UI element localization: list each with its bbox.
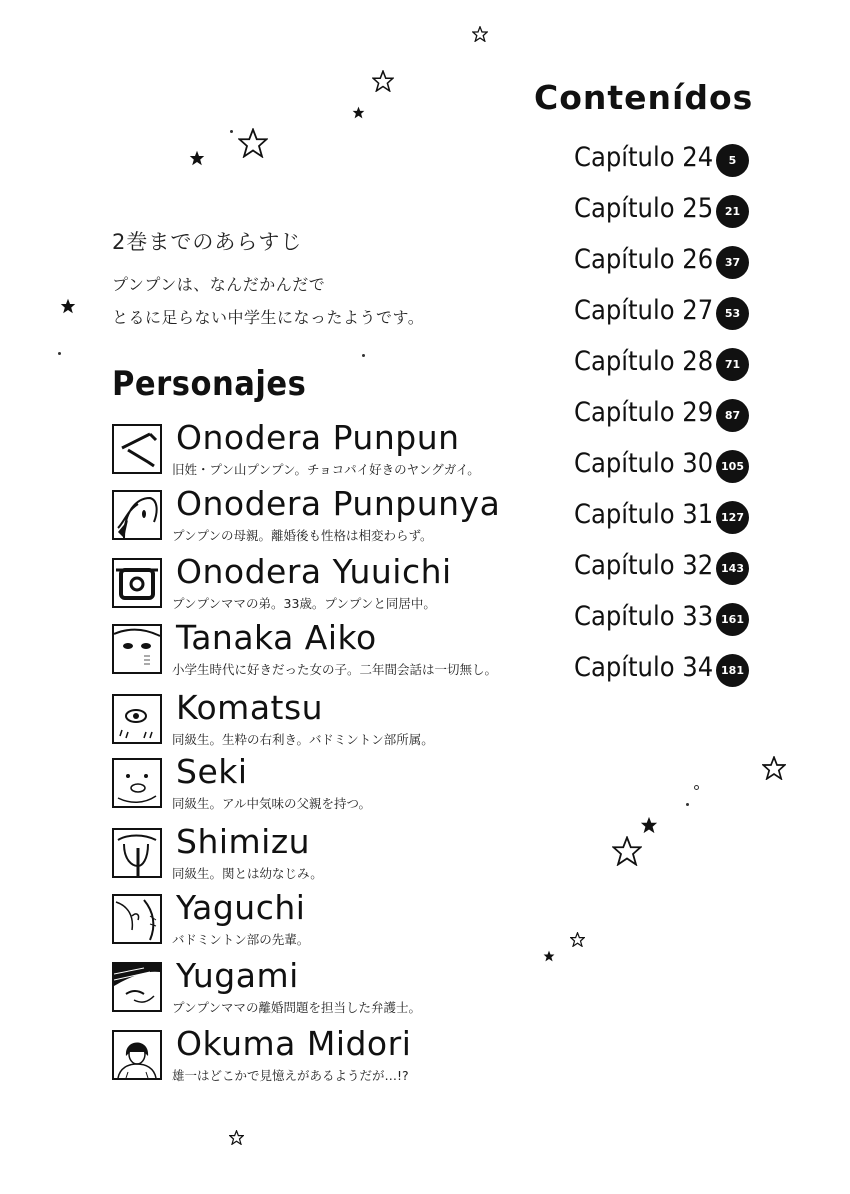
chapter-label: Capítulo 26 — [574, 244, 714, 275]
chapter-label: Capítulo 24 — [574, 142, 714, 173]
character-entry — [112, 956, 582, 1022]
character-name: Onodera Yuuichi — [176, 552, 452, 591]
chapter-label: Capítulo 28 — [574, 346, 714, 377]
character-portrait — [112, 624, 162, 674]
character-name: Yugami — [176, 956, 299, 995]
decorative-dot — [230, 130, 233, 133]
page-number-badge: 181 — [716, 654, 749, 687]
summary-line: プンプンは、なんだかんだで — [112, 275, 326, 294]
character-name: Komatsu — [176, 688, 324, 727]
outline-star-icon — [238, 128, 268, 158]
chapter-label: Capítulo 32 — [574, 550, 714, 581]
character-description: プンプンの母親。離婚後も性格は相変わらず。 — [172, 528, 433, 543]
chapter-label: Capítulo 29 — [574, 397, 714, 428]
contents-heading: Contenídos — [534, 78, 754, 117]
chapter-label: Capítulo 33 — [574, 601, 714, 632]
page-number-badge: 87 — [716, 399, 749, 432]
character-entry — [112, 418, 582, 484]
chapter-entry — [574, 448, 774, 488]
character-entry — [112, 552, 582, 618]
chapter-label: Capítulo 25 — [574, 193, 714, 224]
summary-line: とるに足らない中学生になったようです。 — [112, 308, 425, 327]
decorative-dot — [686, 803, 689, 806]
outline-star-icon — [372, 70, 394, 92]
character-name: Onodera Punpun — [176, 418, 460, 457]
character-entry — [112, 822, 582, 888]
chapter-entry — [574, 397, 774, 437]
character-portrait — [112, 694, 162, 744]
page-number-badge: 143 — [716, 552, 749, 585]
character-description: 雄一はどこかで見憶えがあるようだが…!? — [172, 1068, 409, 1083]
chapter-label: Capítulo 30 — [574, 448, 714, 479]
page-number-badge: 161 — [716, 603, 749, 636]
character-entry — [112, 1024, 582, 1090]
solid-star-icon — [189, 150, 205, 166]
character-portrait — [112, 558, 162, 608]
outline-star-icon — [612, 836, 642, 866]
solid-star-icon — [352, 106, 365, 119]
decorative-dot — [58, 352, 61, 355]
page-number-badge: 105 — [716, 450, 749, 483]
chapter-label: Capítulo 34 — [574, 652, 714, 683]
character-entry — [112, 688, 582, 754]
character-name: Tanaka Aiko — [176, 618, 377, 657]
page-number-badge: 53 — [716, 297, 749, 330]
character-portrait — [112, 758, 162, 808]
chapter-entry — [574, 601, 774, 641]
character-entry — [112, 618, 582, 684]
outline-star-icon — [762, 756, 786, 780]
character-portrait — [112, 1030, 162, 1080]
chapter-entry — [574, 142, 774, 182]
character-entry — [112, 484, 582, 550]
chapter-entry — [574, 550, 774, 590]
character-description: プンプンママの離婚問題を担当した弁護士。 — [172, 1000, 422, 1015]
character-name: Shimizu — [176, 822, 311, 861]
page-number-badge: 37 — [716, 246, 749, 279]
character-entry — [112, 888, 582, 954]
chapter-entry — [574, 193, 774, 233]
chapter-entry — [574, 346, 774, 386]
page-number-badge: 127 — [716, 501, 749, 534]
outline-star-icon — [472, 26, 488, 42]
page-number-badge: 21 — [716, 195, 749, 228]
character-portrait — [112, 424, 162, 474]
chapter-label: Capítulo 27 — [574, 295, 714, 326]
characters-heading: Personajes — [112, 364, 307, 404]
character-name: Yaguchi — [176, 888, 306, 927]
decorative-dot — [362, 354, 365, 357]
character-description: プンプンママの弟。33歳。プンプンと同居中。 — [172, 596, 436, 611]
chapter-entry — [574, 295, 774, 335]
solid-star-icon — [60, 298, 76, 314]
outline-star-icon — [229, 1130, 244, 1145]
character-name: Onodera Punpunya — [176, 484, 501, 523]
summary-title: 2巻までのあらすじ — [112, 230, 303, 254]
chapter-entry — [574, 652, 774, 692]
chapter-entry — [574, 499, 774, 539]
character-name: Seki — [176, 752, 248, 791]
character-description: 同級生。生粋の右利き。バドミントン部所属。 — [172, 732, 434, 747]
decorative-dot — [694, 785, 699, 790]
page-number-badge: 5 — [716, 144, 749, 177]
character-description: 小学生時代に好きだった女の子。二年間会話は一切無し。 — [172, 662, 498, 677]
solid-star-icon — [640, 816, 658, 834]
character-name: Okuma Midori — [176, 1024, 412, 1063]
character-portrait — [112, 962, 162, 1012]
character-description: 旧姓・プン山プンプン。チョコパイ好きのヤングガイ。 — [172, 462, 480, 477]
character-description: 同級生。アル中気味の父親を持つ。 — [172, 796, 372, 811]
character-description: 同級生。関とは幼なじみ。 — [172, 866, 323, 881]
character-portrait — [112, 490, 162, 540]
chapter-label: Capítulo 31 — [574, 499, 714, 530]
character-entry — [112, 752, 582, 818]
page-number-badge: 71 — [716, 348, 749, 381]
character-portrait — [112, 828, 162, 878]
chapter-entry — [574, 244, 774, 284]
character-portrait — [112, 894, 162, 944]
character-description: バドミントン部の先輩。 — [172, 932, 310, 947]
